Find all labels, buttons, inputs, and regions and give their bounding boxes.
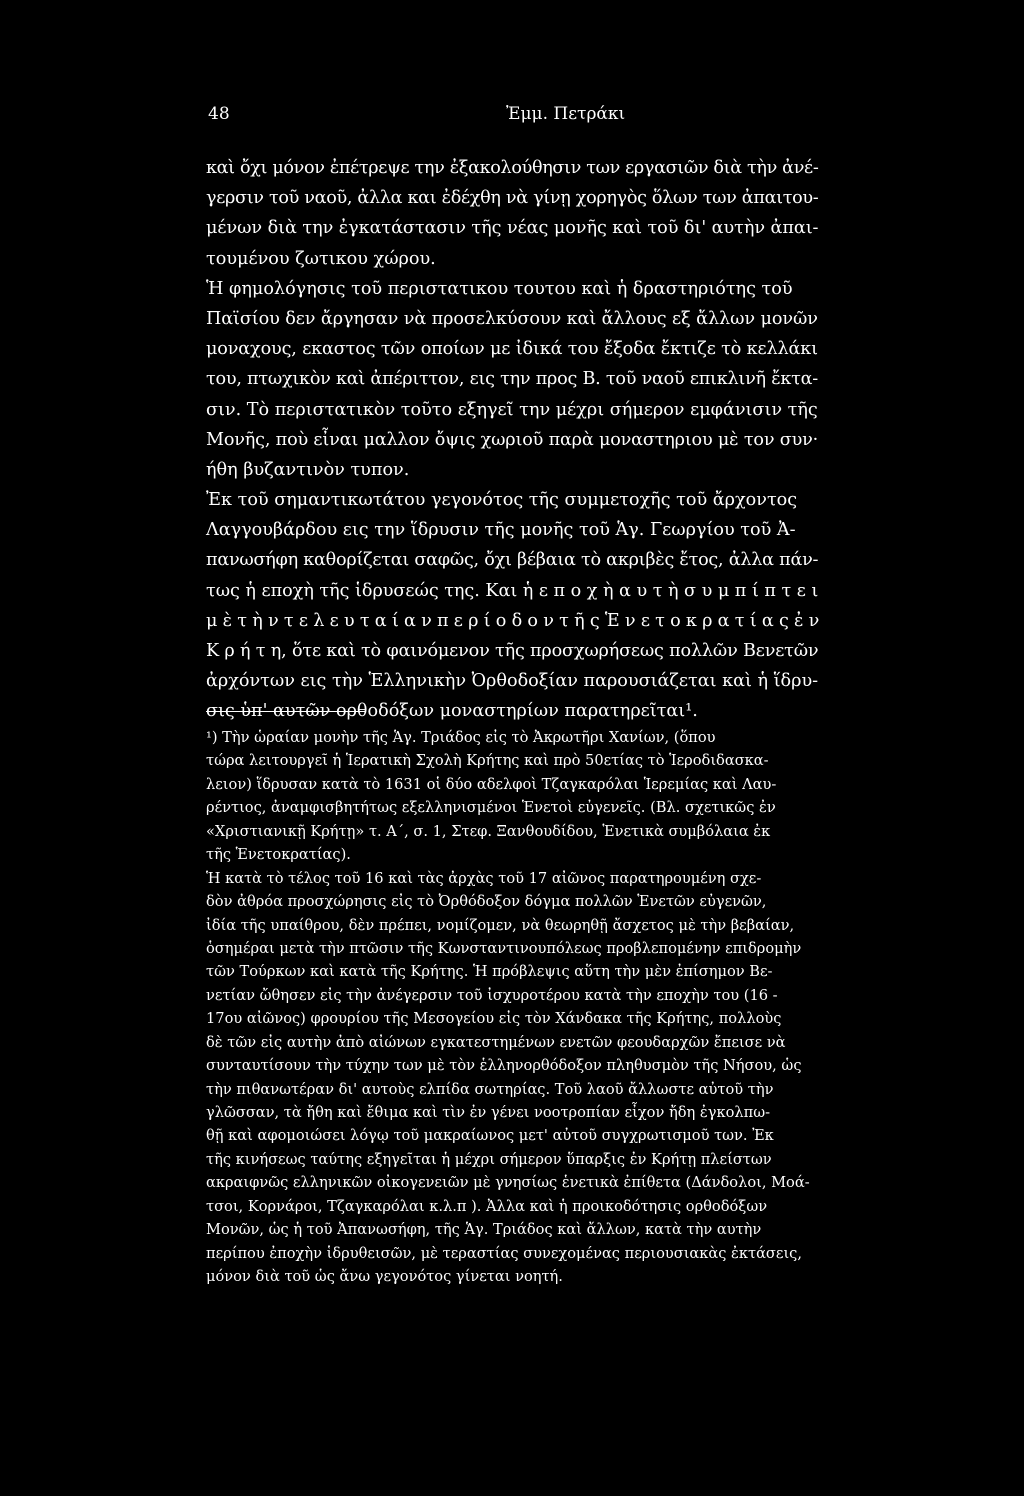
text-line: Λαγγουβάρδου εις την ἵδρυσιν τῆς μονῆς τοῦ Ἁγ. Γεωργίου τοῦ Ἀ- (206, 520, 796, 541)
text-line: πανωσήφη καθορίζεται σαφῶς, ὄχι βέβαια τὸ ακριβὲς ἔτος, ἀλλα πάν- (206, 550, 819, 571)
text-line: του, πτωχικὸν καὶ ἀπέριττον, εις την προς Β. τοῦ ναοῦ επικλινῆ ἔκτα- (206, 369, 819, 390)
text-line: Κ ρ ή τ η, ὅτε καὶ τὸ φαινόμενον τῆς προσχωρήσεως πολλῶν Βενετῶν (206, 641, 819, 661)
footnote-line: Ἡ κατὰ τὸ τέλος τοῦ 16 καὶ τὰς ἀρχὰς τοῦ 17 αἰῶνος παρατηρουμένη σχε- (206, 869, 762, 887)
text-line: τουμένου ζωτικου χώρου. (206, 248, 436, 269)
text-line: Παϊσίου δεν ἄργησαν νὰ προσελκύσουν καὶ ἄλλους εξ ἄλλων μονῶν (206, 308, 818, 329)
footnote-line: ακραιφνῶς ελληνικῶν οἰκογενειῶν μὲ γνησίως ἑνετικὰ ἐπίθετα (Δάνδολοι, Μοά- (206, 1174, 810, 1192)
main-text (206, 153, 818, 727)
text-line: Μονῆς, ποὺ εἶναι μαλλον ὄψις χωριοῦ παρὰ μοναστηριου μὲ τον συν· (206, 429, 819, 450)
text-line: ήθη βυζαντινὸν τυπον. (206, 459, 410, 480)
text-line: καὶ ὄχι μόνον ἐπέτρεψε την ἐξακολούθησιν των εργασιῶν διὰ τὴν ἀνέ- (206, 158, 819, 178)
footnote-line: δὲ τῶν εἰς αυτὴν ἀπὸ αἰώνων εγκατεστημένων ενετῶν φεουδαρχῶν ἔπεισε νὰ (206, 1033, 786, 1051)
footnote-line: μόνον διὰ τοῦ ὡς ἄνω γεγονότος γίνεται νοητή. (206, 1268, 563, 1286)
text-line: γερσιν τοῦ ναοῦ, ἀλλα και ἐδέχθη νὰ γίνῃ χορηγὸς ὅλων των ἀπαιτου- (206, 188, 819, 209)
footnote-line: θῇ καὶ αφομοιώσει λόγῳ τοῦ μακραίωνος μετ' αὐτοῦ συγχρωτισμοῦ των. Ἐκ (206, 1127, 774, 1145)
footnote-line: συνταυτίσουν τὴν τύχην των μὲ τὸν ἑλληνορθόδοξον πληθυσμὸν τῆς Νήσου, ὡς (206, 1057, 802, 1075)
footnote-line: τσοι, Κορνάροι, Τζαγκαρόλαι κ.λ.π ). Ἀλλα καὶ ἡ προικοδότησις ορθοδόξων (206, 1197, 768, 1215)
text-line: τως ἡ εποχὴ τῆς ἱδρυσεώς της. Και ἡ ε π ο χ ὴ α υ τ ὴ σ υ μ π ί π τ ε ι (206, 580, 819, 601)
text-line: Ἡ φημολόγησις τοῦ περιστατικου τουτου καὶ ἡ δραστηριότης τοῦ (206, 278, 793, 299)
footnote-line: νετίαν ὤθησεν εἰς τὴν ἀνέγερσιν τοῦ ἰσχυροτέρου κατὰ τὴν εποχὴν του (16 - (206, 986, 778, 1004)
footnote-line: 17ου αἰῶνος) φρουρίου τῆς Μεσογείου εἰς τὸν Χάνδακα τῆς Κρήτης, πολλοὺς (206, 1010, 782, 1028)
page-header (208, 104, 818, 128)
footnote-line: δὸν ἀθρόα προσχώρησις εἰς τὸ Ὀρθόδοξον δόγμα πολλῶν Ἑνετῶν εὐγενῶν, (206, 893, 767, 911)
footnote-separator (206, 711, 366, 712)
footnote-line: λειον) ἵδρυσαν κατὰ τὸ 1631 οἱ δύο αδελφοὶ Τζαγκαρόλαι Ἱερεμίας καὶ Λαυ- (206, 775, 777, 793)
footnote-line: τῆς Ἑνετοκρατίας). (206, 846, 351, 864)
footnote-line: τῶν Τούρκων καὶ κατὰ τῆς Κρήτης. Ἡ πρόβλεψις αὕτη τὴν μὲν ἐπίσημον Βε- (206, 963, 773, 981)
text-line: σιν. Τὸ περιστατικὸν τοῦτο εξηγεῖ την μέχρι σήμερον εμφάνισιν τῆς (206, 399, 818, 420)
footnote-line: Μονῶν, ὡς ἡ τοῦ Ἀπανωσήφη, τῆς Ἁγ. Τριάδος καὶ ἄλλων, κατὰ τὴν αυτὴν (206, 1221, 762, 1239)
footnote-line: τώρα λειτουργεῖ ἡ Ἱερατικὴ Σχολὴ Κρήτης καὶ πρὸ 50ετίας τὸ Ἱεροδιδασκα- (206, 752, 769, 770)
page-number: 48 (208, 104, 230, 124)
text-line: μένων διὰ την ἐγκατάστασιν τῆς νέας μονῆς καὶ τοῦ δι' αυτὴν ἀπαι- (206, 218, 819, 239)
footnote-line: τῆς κινήσεως ταύτης εξηγεῖται ἡ μέχρι σήμερον ὕπαρξις ἐν Κρήτῃ πλείστων (206, 1150, 772, 1168)
text-line: μοναχους, εκαστος τῶν οποίων με ἰδικά του ἔξοδα ἔκτιζε τὸ κελλάκι (206, 339, 818, 360)
footnote-line: ὁσημέραι μετὰ τὴν πτῶσιν τῆς Κωνσταντινουπόλεως προβλεπομένην επιδρομὴν (206, 939, 802, 957)
footnote-line: ρέντιος, ἀναμφισβητήτως εξελληνισμένοι Ἑνετοὶ εὐγενεῖς. (Βλ. σχετικῶς ἐν (206, 799, 776, 817)
text-line: Ἐκ τοῦ σημαντικωτάτου γεγονότος τῆς συμμετοχῆς τοῦ ἄρχοντος (206, 490, 798, 511)
text-line: ἀρχόντων εις τὴν Ἑλληνικὴν Ὀρθοδοξίαν παρουσιάζεται καὶ ἡ ἵδρυ- (206, 671, 819, 692)
footnote-line: ¹) Τὴν ὡραίαν μονὴν τῆς Ἁγ. Τριάδος εἰς τὸ Ἀκρωτῆρι Χανίων, (ὅπου (206, 729, 716, 746)
text-line: μ ὲ τ ὴ ν τ ε λ ε υ τ α ί α ν π ε ρ ί ο δ ο ν τ ῆ ς Ἑ ν ε τ ο κ ρ α τ ί α ς ἐ ν (206, 610, 820, 631)
running-head: Ἐμμ. Πετράκι (506, 104, 626, 124)
text-line: σις ὑπ' αυτῶν ορθοδόξων μοναστηρίων παρατηρεῖται¹. (206, 701, 698, 722)
footnotes (206, 726, 820, 1289)
footnote-line: τὴν πιθανωτέραν δι' αυτοὺς ελπίδα σωτηρίας. Τοῦ λαοῦ ἄλλωστε αὐτοῦ τὴν (206, 1080, 774, 1098)
footnote-line: περίπου ἐποχὴν ἱδρυθεισῶν, μὲ τεραστίας συνεχομένας περιουσιακὰς ἐκτάσεις, (206, 1244, 802, 1262)
footnote-line: ἰδία τῆς υπαίθρου, δὲν πρέπει, νομίζομεν, νὰ θεωρηθῇ ἄσχετος μὲ τὴν βεβαίαν, (206, 916, 795, 934)
footnote-line: γλῶσσαν, τὰ ἤθη καὶ ἔθιμα καὶ τὶν ἐν γένει νοοτροπίαν εἶχον ἤδη ἐγκολπω- (206, 1104, 771, 1121)
footnote-line: «Χριστιανικῇ Κρήτῃ» τ. Α΄, σ. 1, Στεφ. Ξανθουδίδου, Ἑνετικὰ συμβόλαια ἐκ (206, 822, 771, 840)
